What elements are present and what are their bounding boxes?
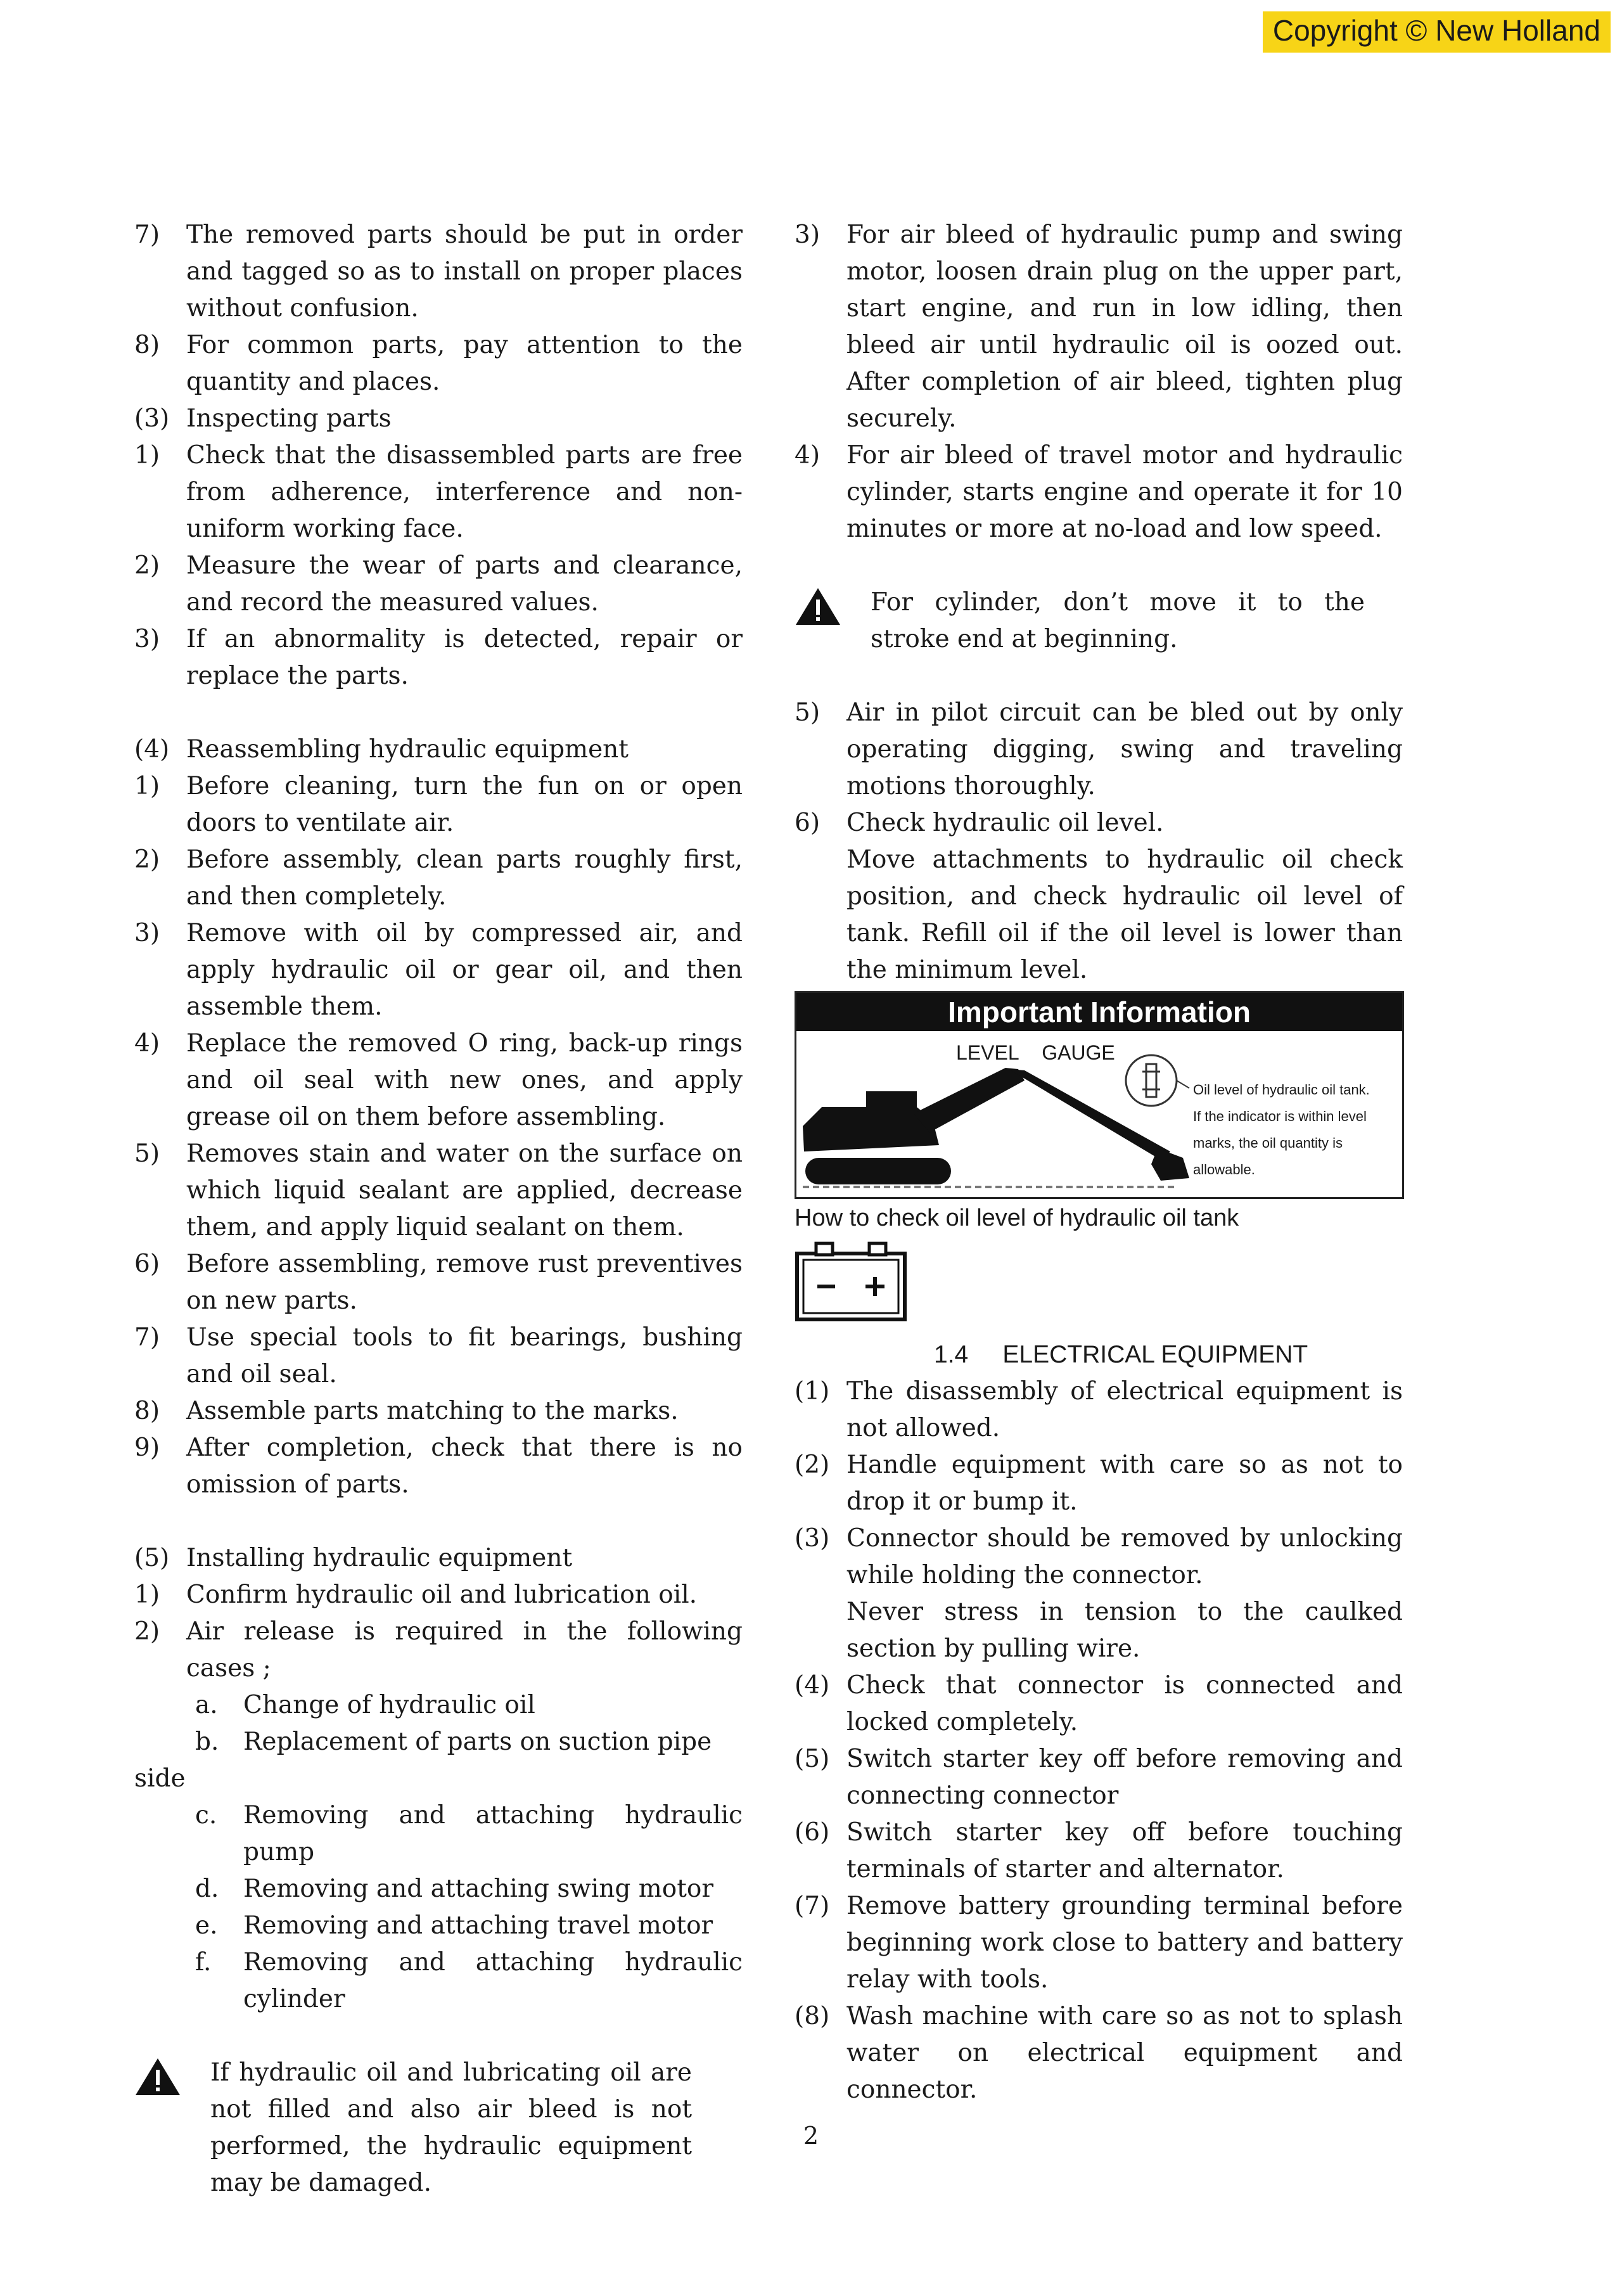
section-number: (5) — [134, 1544, 170, 1572]
list-item — [795, 1520, 1403, 1594]
item-text: Removing and attaching hydraulic pump — [243, 1801, 743, 1866]
item-number: (7) — [795, 1892, 830, 1920]
gauge-label-gauge: GAUGE — [1042, 1041, 1115, 1064]
item-number: c. — [195, 1801, 217, 1830]
item-text: Assemble parts matching to the marks. — [186, 1397, 679, 1425]
item-text: Air in pilot circuit can be bled out by only operating digging, swing and traveling motions thoroughly. — [846, 698, 1403, 800]
item-number: 8) — [134, 331, 160, 359]
item-text: Before assembly, clean parts roughly first, and then completely. — [186, 845, 743, 911]
item-number: b. — [195, 1728, 219, 1756]
list-item — [795, 1741, 1403, 1814]
list-item — [134, 1393, 743, 1430]
oil-level-figure — [796, 1031, 1402, 1197]
gauge-note-line: If the indicator is within level — [1193, 1108, 1367, 1124]
item-number: (1) — [795, 1377, 830, 1406]
item-text: Wash machine with care so as not to splash water on electrical equipment and connector. — [846, 2002, 1403, 2104]
item-text: Removing and attaching hydraulic cylinder — [243, 1948, 743, 2013]
gauge-note-line: marks, the oil quantity is — [1193, 1135, 1343, 1151]
section-number: (4) — [134, 735, 170, 764]
item-number: (2) — [795, 1451, 830, 1479]
section-title: Installing hydraulic equipment — [186, 1544, 573, 1572]
list-item — [134, 1908, 743, 1944]
list-item — [795, 1888, 1403, 1998]
item-number: 3) — [134, 919, 160, 947]
list-item — [795, 695, 1403, 805]
item-text: Never stress in tension to the caulked section by pulling wire. — [846, 1598, 1403, 1663]
list-item — [134, 327, 743, 401]
gauge-note-line: Oil level of hydraulic oil tank. — [1193, 1082, 1370, 1098]
item-number: 3) — [795, 221, 821, 249]
list-item — [795, 1998, 1403, 2108]
item-number: 6) — [795, 809, 821, 837]
item-number: 3) — [134, 625, 160, 653]
warning-icon — [134, 2057, 181, 2096]
warning-icon — [795, 587, 841, 626]
item-text: Removing and attaching travel motor — [243, 1911, 713, 1940]
list-item — [795, 805, 1403, 842]
left-column — [134, 217, 743, 2202]
list-item — [795, 1447, 1403, 1520]
item-number: 5) — [134, 1139, 160, 1168]
item-text: Use special tools to fit bearings, bushing and oil seal. — [186, 1323, 743, 1389]
item-text: The disassembly of electrical equipment is not allowed. — [846, 1377, 1403, 1442]
section-heading — [795, 1337, 1403, 1373]
item-text: Handle equipment with care so as not to drop it or bump it. — [846, 1451, 1403, 1516]
item-text: Before assembling, remove rust preventives on new parts. — [186, 1250, 743, 1315]
item-text: Remove battery grounding terminal before beginning work close to battery and battery relay with tools. — [846, 1892, 1403, 1994]
item-text: Measure the wear of parts and clearance, and record the measured values. — [186, 551, 743, 617]
section-heading — [134, 401, 743, 437]
item-number: a. — [195, 1691, 218, 1719]
item-text: Move attachments to hydraulic oil check position, and check hydraulic oil level of tank. Refill oil if the oil level is lower than the minimum level. — [846, 845, 1403, 984]
item-text: Check that connector is connected and locked completely. — [846, 1671, 1403, 1736]
item-number: d. — [195, 1875, 219, 1903]
item-number: 6) — [134, 1250, 160, 1278]
list-item — [134, 1797, 743, 1871]
item-text: For air bleed of hydraulic pump and swing motor, loosen drain plug on the upper part, start engine, and run in low idling, then bleed air until hydraulic oil is oozed out. After completion of air bleed, tighten plug securely. — [846, 221, 1403, 433]
list-item — [134, 1577, 743, 1613]
item-text: Confirm hydraulic oil and lubrication oil. — [186, 1581, 698, 1609]
item-number: 7) — [134, 1323, 160, 1352]
list-item — [795, 1373, 1403, 1447]
section-title: ELECTRICAL EQUIPMENT — [1002, 1341, 1308, 1368]
list-item — [134, 842, 743, 915]
item-text: For air bleed of travel motor and hydraulic cylinder, starts engine and operate it for 10 minutes or more at no-load and low speed. — [846, 441, 1403, 543]
item-text: For common parts, pay attention to the quantity and places. — [186, 331, 743, 396]
list-item — [134, 1944, 743, 2018]
important-information-box — [795, 991, 1404, 1199]
item-number: 4) — [795, 441, 821, 470]
item-number: 9) — [134, 1433, 160, 1462]
item-text: After completion, check that there is no omission of parts. — [186, 1433, 743, 1499]
item-number: (4) — [795, 1671, 830, 1700]
item-number: 1) — [134, 441, 160, 470]
item-number: 2) — [134, 845, 160, 874]
item-text: Removing and attaching swing motor — [243, 1875, 713, 1903]
battery-icon — [795, 1241, 907, 1322]
warning-note — [795, 584, 1365, 658]
list-item — [134, 437, 743, 548]
list-item — [134, 1246, 743, 1319]
warning-text: For cylinder, don’t move it to the stroke end at beginning. — [871, 588, 1365, 653]
copyright-badge: Copyright © New Holland — [1263, 11, 1611, 53]
list-item — [134, 1687, 743, 1724]
item-text: Change of hydraulic oil — [243, 1691, 535, 1719]
list-item — [795, 217, 1403, 437]
item-text: Switch starter key off before removing and connecting connector — [846, 1745, 1403, 1810]
list-item — [134, 217, 743, 327]
item-text: Switch starter key off before touching terminals of starter and alternator. — [846, 1818, 1403, 1883]
list-item-continuation — [795, 842, 1403, 989]
item-text: Replace the removed O ring, back-up rings and oil seal with new ones, and apply grease oil on them before assembling. — [186, 1029, 743, 1131]
item-number: 2) — [134, 1617, 160, 1646]
item-text: Check hydraulic oil level. — [846, 809, 1164, 837]
item-number: 4) — [134, 1029, 160, 1058]
list-item — [134, 1724, 743, 1760]
item-number: 2) — [134, 551, 160, 580]
item-number: e. — [195, 1911, 218, 1940]
list-item — [134, 915, 743, 1025]
section-title: Inspecting parts — [186, 404, 392, 433]
item-number: (3) — [795, 1524, 830, 1553]
section-title: Reassembling hydraulic equipment — [186, 735, 629, 764]
case-continuation: side — [134, 1764, 186, 1793]
item-number: (6) — [795, 1818, 830, 1847]
item-number: 1) — [134, 772, 160, 800]
item-text: Connector should be removed by unlocking while holding the connector. — [846, 1524, 1403, 1589]
item-number: 5) — [795, 698, 821, 727]
item-number: (5) — [795, 1745, 830, 1773]
list-item — [795, 1814, 1403, 1888]
list-item — [134, 1319, 743, 1393]
list-item — [134, 548, 743, 621]
list-item — [134, 1136, 743, 1246]
list-item — [134, 1613, 743, 1687]
item-text: Replacement of parts on suction pipe — [243, 1728, 712, 1756]
list-item — [134, 768, 743, 842]
item-text: Check that the disassembled parts are free from adherence, interference and non-uniform working face. — [186, 441, 743, 543]
page-number: 2 — [803, 2122, 819, 2150]
list-item-continuation — [795, 1594, 1403, 1667]
item-number: f. — [195, 1948, 212, 1977]
list-item — [795, 437, 1403, 548]
item-text: The removed parts should be put in order and tagged so as to install on proper places without confusion. — [186, 221, 743, 323]
item-number: (8) — [795, 2002, 830, 2030]
item-number: 1) — [134, 1581, 160, 1609]
item-text: Before cleaning, turn the fun on or open doors to ventilate air. — [186, 772, 743, 837]
item-text: Remove with oil by compressed air, and apply hydraulic oil or gear oil, and then assemble them. — [186, 919, 743, 1021]
list-item — [134, 1871, 743, 1908]
right-column — [795, 217, 1403, 2108]
section-heading — [134, 1540, 743, 1577]
item-text: If an abnormality is detected, repair or replace the parts. — [186, 625, 743, 690]
item-number: 8) — [134, 1397, 160, 1425]
list-item — [795, 1667, 1403, 1741]
section-heading — [134, 731, 743, 768]
warning-text: If hydraulic oil and lubricating oil are not filled and also air bleed is not performed, the hydraulic equipment may be damaged. — [210, 2058, 692, 2197]
gauge-note-line: allowable. — [1193, 1162, 1255, 1177]
item-text: Air release is required in the following cases ; — [186, 1617, 743, 1683]
section-number: 1.4 — [934, 1341, 969, 1368]
gauge-label-level: LEVEL — [956, 1041, 1019, 1064]
important-information-header: Important Information — [796, 993, 1402, 1031]
list-item — [134, 1025, 743, 1136]
item-number: 7) — [134, 221, 160, 249]
list-item — [134, 1430, 743, 1503]
list-item — [134, 621, 743, 695]
figure-caption: How to check oil level of hydraulic oil tank — [795, 1205, 1239, 1231]
item-text: Removes stain and water on the surface on which liquid sealant are applied, decrease them, and apply liquid sealant on them. — [186, 1139, 743, 1241]
section-number: (3) — [134, 404, 170, 433]
